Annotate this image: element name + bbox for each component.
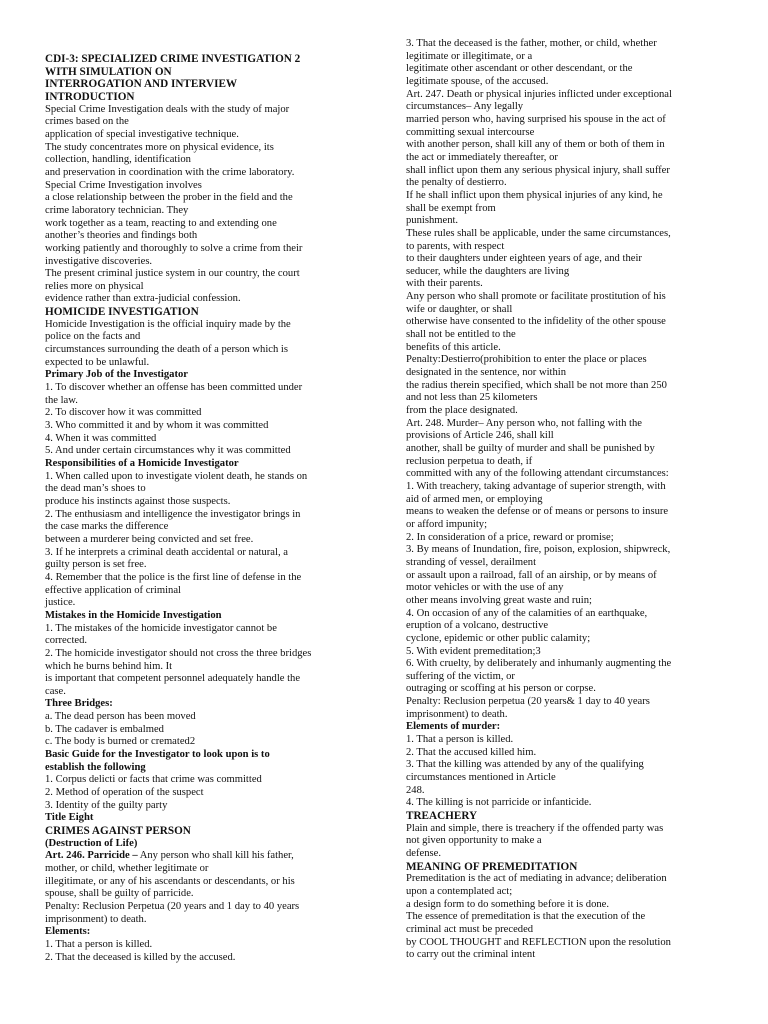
text-line: 3. That the deceased is the father, mother, or child, whether <box>406 38 657 49</box>
text-line: the law. <box>45 394 78 406</box>
text-line: 1. To discover whether an offense has been committed under <box>45 382 303 394</box>
text-line: legitimate spouse, of the accused. <box>406 75 549 87</box>
text-line: 4. On occasion of any of the calamities of an earthquake, <box>406 607 648 619</box>
text-line: The essence of premeditation is that the execution of the <box>406 911 646 923</box>
text-line: 2. In consideration of a price, reward or promise; <box>406 531 614 543</box>
text-line: legitimate other ascendant or other descendant, or the <box>406 63 633 75</box>
text-line: committed with any of the following attendant circumstances: <box>406 468 669 480</box>
text-line: the penalty of destierro. <box>406 177 507 189</box>
text-line: 6. With cruelty, by deliberately and inhumanly augmenting the <box>406 658 672 670</box>
heading-line: Three Bridges: <box>45 698 113 710</box>
text-line: 5. And under certain circumstances why it was committed <box>45 445 291 457</box>
text-line: by COOL THOUGHT and REFLECTION upon the resolution <box>406 936 671 948</box>
text-line: eruption of a volcano, destructive <box>406 620 549 632</box>
text-line: Penalty: Reclusion Perpetua (20 years and 1 day to 40 years <box>45 900 300 912</box>
text-line: 1. When called upon to investigate violent death, he stands on <box>45 470 308 482</box>
text-line: guilty person is set free. <box>45 559 147 571</box>
text-line: 1. Corpus delicti or facts that crime was committed <box>45 774 262 786</box>
text-line: collection, handling, identification <box>45 154 191 166</box>
text-line: corrected. <box>45 635 88 647</box>
text-line: Art. 248. Murder– Any person who, not falling with the <box>406 417 642 429</box>
text-line: from the place designated. <box>406 405 518 417</box>
text-line: is important that competent personnel adequately handle the <box>45 673 301 685</box>
text-line: provisions of Article 246, shall kill <box>406 430 554 442</box>
text-line: evidence rather than extra-judicial confession. <box>45 293 241 305</box>
text-line: 3. Who committed it and by whom it was committed <box>45 420 269 432</box>
text-line: These rules shall be applicable, under the same circumstances, <box>406 227 671 239</box>
text-line: defense. <box>406 848 441 859</box>
text-line: with their parents. <box>406 278 483 290</box>
text-line: designated in the sentence, nor within <box>406 367 567 379</box>
text-line: mother, or child, whether legitimate or <box>45 863 209 874</box>
heading-line: (Destruction of Life) <box>45 837 138 849</box>
text-line: 2. Method of operation of the suspect <box>45 787 204 799</box>
text-line: 3. By means of Inundation, fire, poison, explosion, shipwreck, <box>406 544 671 556</box>
heading-line: establish the following <box>45 761 146 773</box>
text-line: a close relationship between the prober in the field and the <box>45 192 293 204</box>
heading-line: INTERROGATION AND INTERVIEW <box>45 78 238 91</box>
text-line: Penalty: Reclusion perpetua (20 years& 1 day to 40 years <box>406 696 650 708</box>
text-line: If he shall inflict upon them physical injuries of any kind, he <box>406 189 663 201</box>
text-line: Penalty:Destierro(prohibition to enter the place or places <box>406 354 647 366</box>
text-line: circumstances– Any legally <box>406 101 524 113</box>
left-column <box>45 53 363 964</box>
text-line: 1. That a person is killed. <box>45 938 153 950</box>
text-line: The present criminal justice system in our country, the court <box>45 268 300 280</box>
text-line: stranding of vessel, derailment <box>406 556 537 568</box>
heading-line: Mistakes in the Homicide Investigation <box>45 609 222 621</box>
text-line: and not less than 25 kilometers <box>406 392 538 404</box>
text-line: legitimate or illegitimate, or a <box>406 50 533 62</box>
text-line: wife or daughter, or shall <box>406 303 513 315</box>
text-line: 4. The killing is not parricide or infanticide. <box>406 797 592 809</box>
text-line: working patiently and thoroughly to solve a crime from their <box>45 242 303 254</box>
text-line: the case marks the difference <box>45 521 169 533</box>
text-line: Art. 247. Death or physical injuries inflicted under exceptional <box>406 88 672 100</box>
heading-line: Title Eight <box>45 812 94 824</box>
text-line: or assault upon a railroad, fall of an airship, or by means of <box>406 569 657 581</box>
text-line: c. The body is burned or cremated2 <box>45 736 196 748</box>
text-line: produce his instincts against those suspects. <box>45 495 231 507</box>
heading-line: INTRODUCTION <box>45 90 135 103</box>
text-line: 2. The enthusiasm and intelligence the investigator brings in <box>45 508 301 520</box>
text-line: not given opportunity to make a <box>406 835 542 847</box>
text-line: application of special investigative technique. <box>45 128 239 140</box>
text-line: Homicide Investigation is the official inquiry made by the <box>45 318 291 330</box>
heading-line: CRIMES AGAINST PERSON <box>45 825 191 838</box>
text-line: motor vehicles or with the use of any <box>406 582 564 594</box>
text-line: 3. Identity of the guilty party <box>45 799 168 811</box>
text-line: illegitimate, or any of his ascendants or descendants, or his <box>45 875 295 887</box>
text-line: justice. <box>45 597 76 609</box>
text-line: 4. When it was committed <box>45 432 157 444</box>
text-line: 2. That the deceased is killed by the accused. <box>45 951 236 963</box>
text-line: Premeditation is the act of mediating in advance; deliberation <box>406 873 667 885</box>
text-line: relies more on physical <box>45 280 144 292</box>
text-line: 4. Remember that the police is the first line of defense in the <box>45 571 302 583</box>
heading-line: TREACHERY <box>406 810 478 823</box>
text-line: the dead man’s shoes to <box>45 483 146 495</box>
text-line: 248. <box>406 784 425 796</box>
text-line: committing sexual intercourse <box>406 126 535 138</box>
text-line: shall be exempt from <box>406 202 496 214</box>
text-line: aid of armed men, or employing <box>406 493 543 505</box>
heading-line: Basic Guide for the Investigator to look upon is to <box>45 749 270 761</box>
text-line: b. The cadaver is embalmed <box>45 723 164 735</box>
text-line: 1. With treachery, taking advantage of superior strength, with <box>406 480 666 492</box>
text-line: 2. That the accused killed him. <box>406 746 537 758</box>
text-line: police on the facts and <box>45 331 141 343</box>
text-line: investigative discoveries. <box>45 255 153 267</box>
text-line: or afford impunity; <box>406 518 488 530</box>
text-line: circumstances mentioned in Article <box>406 772 556 784</box>
text-line: shall inflict upon them any serious physical injury, shall suffer <box>406 164 670 176</box>
text-line: 2. The homicide investigator should not cross the three bridges <box>45 647 312 659</box>
text-line: circumstances surrounding the death of a person which is <box>45 344 288 356</box>
text-line: crime laboratory technician. They <box>45 204 189 216</box>
text-line: Any person who shall promote or facilitate prostitution of his <box>406 291 666 303</box>
text-line: 5. With evident premeditation;3 <box>406 645 541 657</box>
text-line: seducer, while the daughters are living <box>406 265 570 277</box>
text-line: spouse, shall be guilty of parricide. <box>45 888 194 900</box>
text-line: outraging or scoffing at his person or corpse. <box>406 683 596 695</box>
text-line: suffering of the victim, or <box>406 670 515 682</box>
text-line: benefits of this article. <box>406 341 501 353</box>
text-line: which he burns behind him. It <box>45 660 173 672</box>
text-line: the act or immediately thereafter, or <box>406 151 558 163</box>
text-line: imprisonment) to death. <box>406 708 508 720</box>
heading-line: Elements: <box>45 926 91 938</box>
text-line: crimes based on the <box>45 116 129 128</box>
text-line: another’s theories and findings both <box>45 230 198 242</box>
heading-line: MEANING OF PREMEDITATION <box>406 860 578 873</box>
text-line: a design form to do something before it is done. <box>406 898 610 910</box>
text-line: 1. That a person is killed. <box>406 734 514 746</box>
text-line: married person who, having surprised his spouse in the act of <box>406 113 666 125</box>
text-line: to carry out the criminal intent <box>406 949 536 961</box>
text-line: Special Crime Investigation deals with the study of major <box>45 103 290 115</box>
heading-line: Primary Job of the Investigator <box>45 369 188 381</box>
text-line: other means involving great waste and ruin; <box>406 594 592 606</box>
text-line: 3. That the killing was attended by any of the qualifying <box>406 759 644 771</box>
text-line: a. The dead person has been moved <box>45 711 196 723</box>
text-line: with another person, shall kill any of them or both of them in <box>406 139 665 151</box>
text-line: effective application of criminal <box>45 584 181 596</box>
text-line: work together as a team, reacting to and extending one <box>45 217 277 229</box>
text-line: means to weaken the defense or of means or persons to insure <box>406 506 669 518</box>
text-line: The study concentrates more on physical evidence, its <box>45 141 274 153</box>
text-line: and preservation in coordination with the crime laboratory. <box>45 166 295 178</box>
text-line: the radius therein specified, which shall be not more than 250 <box>406 379 667 391</box>
text-line: case. <box>45 685 66 697</box>
text-line: otherwise have consented to the infidelity of the other spouse <box>406 316 666 328</box>
text-line: to their daughters under eighteen years of age, and their <box>406 253 642 265</box>
right-column <box>406 38 724 962</box>
text-line: cyclone, epidemic or other public calamity; <box>406 632 591 644</box>
text-line: to parents, with respect <box>406 240 505 252</box>
text-line: upon a contemplated act; <box>406 885 513 897</box>
text-line: criminal act must be preceded <box>406 923 534 935</box>
text-line: shall not be entitled to the <box>406 329 516 341</box>
text-line: Plain and simple, there is treachery if the offended party was <box>406 822 664 834</box>
heading-line: Elements of murder: <box>406 721 501 733</box>
text-line: 2. To discover how it was committed <box>45 407 202 419</box>
heading-line: Art. 246. Parricide – Any person who shall kill his father, <box>45 850 294 862</box>
text-line: Special Crime Investigation involves <box>45 179 202 191</box>
text-line: 1. The mistakes of the homicide investigator cannot be <box>45 622 277 634</box>
text-line: 3. If he interprets a criminal death accidental or natural, a <box>45 546 288 558</box>
text-line: another, shall be guilty of murder and shall be punished by <box>406 443 655 454</box>
heading-line: WITH SIMULATION ON <box>45 65 172 78</box>
text-line: punishment. <box>406 215 459 227</box>
text-line: reclusion perpetua to death, if <box>406 455 533 467</box>
text-line: between a murderer being convicted and set free. <box>45 533 254 545</box>
text-line: imprisonment) to death. <box>45 913 147 925</box>
text-line: expected to be unlawful. <box>45 356 150 368</box>
heading-line: CDI-3: SPECIALIZED CRIME INVESTIGATION 2 <box>45 53 301 65</box>
heading-line: Responsibilities of a Homicide Investigator <box>45 458 239 469</box>
heading-line: HOMICIDE INVESTIGATION <box>45 306 199 319</box>
